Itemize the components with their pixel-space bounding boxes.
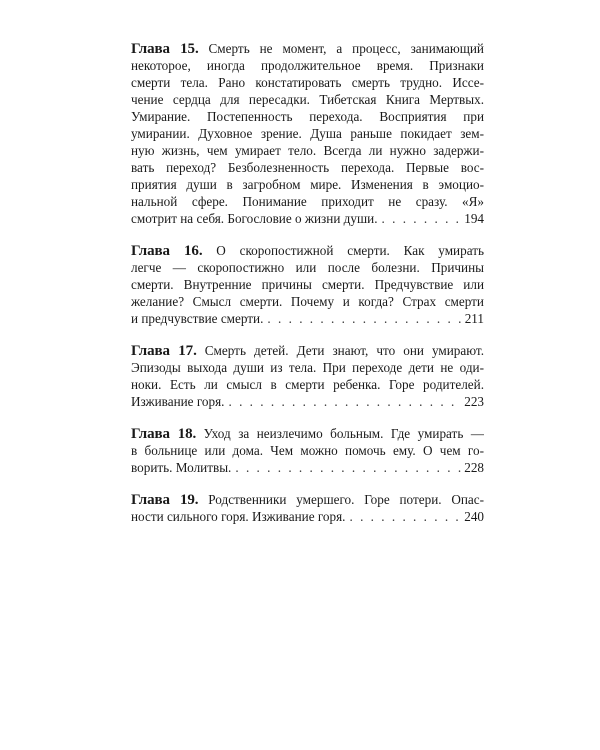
chapter-heading: Глава 16.	[131, 243, 203, 259]
chapter-description: и предчувствие смерти.	[131, 311, 264, 326]
chapter-description: О скоропостижной смерти. Как умирать	[216, 243, 484, 258]
chapter-description: смотрит на себя. Богословие о жизни души.	[131, 211, 378, 226]
toc-entry-last-line	[131, 393, 484, 410]
chapter-description: Смерть детей. Дети знают, что они умирают.	[204, 343, 484, 358]
toc-entry-last-line	[131, 210, 484, 227]
chapter-description: желание? Смысл смерти. Почему и когда? Страх смерти	[131, 294, 484, 309]
toc-entry-line	[131, 176, 484, 193]
chapter-heading: Глава 17.	[131, 343, 197, 359]
table-of-contents	[131, 40, 484, 540]
dot-leader	[349, 508, 461, 525]
page-number: 240	[464, 509, 484, 524]
chapter-description: Смерть не момент, а процесс, занимающий	[208, 41, 484, 56]
chapter-description: ворить. Молитвы.	[131, 460, 232, 475]
toc-entry-line	[131, 74, 484, 91]
toc-entry-line	[131, 108, 484, 125]
toc-entry-line	[131, 276, 484, 293]
page-number: 211	[464, 311, 484, 326]
dot-leader	[235, 459, 461, 476]
toc-entry-chapter-17	[131, 342, 484, 410]
chapter-heading: Глава 15.	[131, 41, 199, 57]
chapter-description: нальной сфере. Понимание приходит не сразу. «Я»	[131, 194, 484, 209]
chapter-description: чение сердца для пересадки. Тибетская Книга Мертвых.	[131, 92, 484, 107]
page-number: 223	[464, 394, 484, 409]
toc-entry-line	[131, 159, 484, 176]
toc-entry-chapter-18	[131, 425, 484, 476]
toc-entry-line	[131, 425, 484, 442]
chapter-description: Умирание. Постепенность перехода. Восприятия при	[131, 109, 484, 124]
page-number: 194	[464, 211, 484, 226]
toc-entry-chapter-15	[131, 40, 484, 227]
chapter-description: умирании. Духовное зрение. Душа раньше покидает зем-	[131, 126, 484, 141]
toc-entry-last-line	[131, 459, 484, 476]
toc-entry-line	[131, 40, 484, 57]
chapter-description: Эпизоды выхода души из тела. При переходе дети не оди-	[131, 360, 484, 375]
toc-entry-line	[131, 193, 484, 210]
toc-entry-line	[131, 91, 484, 108]
dot-leader	[382, 210, 462, 227]
toc-entry-last-line	[131, 508, 484, 525]
toc-entry-chapter-16	[131, 242, 484, 327]
toc-entry-chapter-19	[131, 491, 484, 525]
toc-entry-line	[131, 259, 484, 276]
toc-entry-line	[131, 342, 484, 359]
toc-entry-line	[131, 359, 484, 376]
chapter-heading: Глава 19.	[131, 492, 199, 508]
chapter-description: приятия души в загробном мире. Изменения в эмоцио-	[131, 177, 484, 192]
toc-entry-last-line	[131, 310, 484, 327]
dot-leader	[228, 393, 461, 410]
toc-entry-line	[131, 491, 484, 508]
chapter-description: ную жизнь, чем умирает тело. Всегда ли нужно задержи-	[131, 143, 484, 158]
toc-entry-line	[131, 142, 484, 159]
page-number: 228	[464, 460, 484, 475]
chapter-description: смерти. Внутренние причины смерти. Предчувствие или	[131, 277, 484, 292]
chapter-description: в больнице или дома. Чем можно помочь ему. О чем го-	[131, 443, 484, 458]
toc-entry-line	[131, 125, 484, 142]
toc-entry-line	[131, 57, 484, 74]
toc-entry-line	[131, 442, 484, 459]
toc-entry-line	[131, 242, 484, 259]
chapter-description: Уход за неизлечимо больным. Где умирать —	[203, 426, 484, 441]
chapter-description: вать переход? Безболезненность перехода. Первые вос-	[131, 160, 484, 175]
toc-entry-line	[131, 293, 484, 310]
chapter-heading: Глава 18.	[131, 426, 197, 442]
toc-entry-line	[131, 376, 484, 393]
chapter-description: Родственники умершего. Горе потери. Опас-	[208, 492, 484, 507]
chapter-description: легче — скоропостижно или после болезни. Причины	[131, 260, 484, 275]
chapter-description: некоторое, иногда продолжительное время. Признаки	[131, 58, 484, 73]
dot-leader	[267, 310, 461, 327]
chapter-description: ноки. Есть ли смысл в смерти ребенка. Горе родителей.	[131, 377, 484, 392]
chapter-description: ности сильного горя. Изживание горя.	[131, 509, 346, 524]
chapter-description: Изживание горя.	[131, 394, 225, 409]
chapter-description: смерти тела. Рано констатировать смерть трудно. Иссе-	[131, 75, 484, 90]
